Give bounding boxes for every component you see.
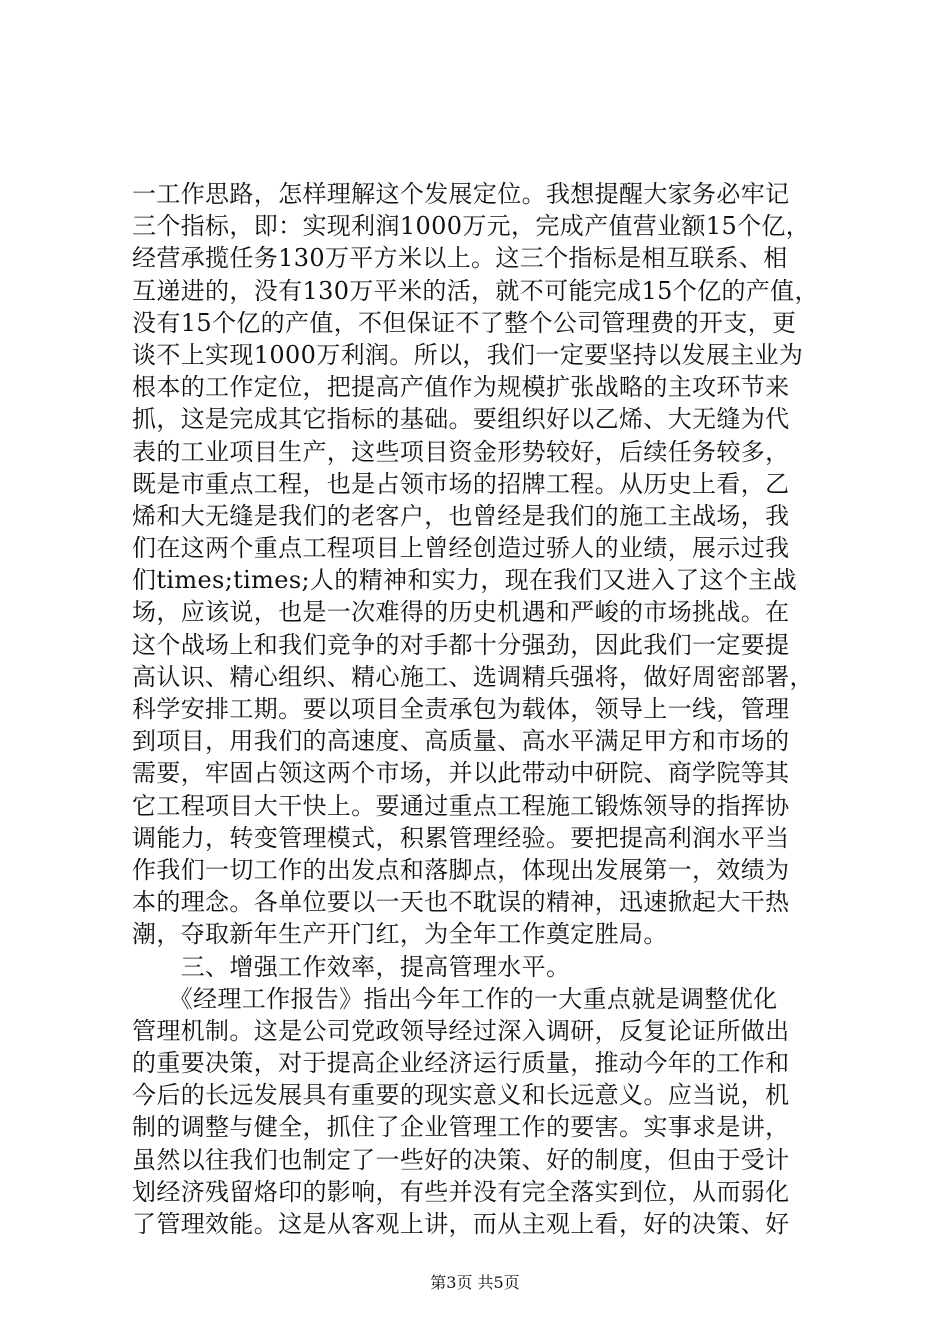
body-text <box>132 178 832 1240</box>
text-line: 场，应该说，也是一次难得的历史机遇和严峻的市场挑战。在 <box>132 598 790 627</box>
text-line: 到项目，用我们的高速度、高质量、高水平满足甲方和市场的 <box>132 727 790 756</box>
text-line: 作我们一切工作的出发点和落脚点，体现出发展第一，效绩为 <box>132 855 790 884</box>
text-line: 管理机制。这是公司党政领导经过深入调研，反复论证所做出 <box>132 1016 790 1045</box>
text-line: 了管理效能。这是从客观上讲，而从主观上看，好的决策、好 <box>132 1210 790 1238</box>
text-line: 科学安排工期。要以项目全责承包为载体，领导上一线，管理 <box>132 695 790 723</box>
text-line: 互递进的，没有130万平米的活，就不可能完成15个亿的产值， <box>132 276 819 305</box>
text-line: 虽然以往我们也制定了一些好的决策、好的制度，但由于受计 <box>132 1145 790 1174</box>
page-number-footer: 第3页 共5页 <box>430 1273 520 1292</box>
text-line: 本的理念。各单位要以一天也不耽误的精神，迅速掀起大干热 <box>132 888 790 917</box>
text-line: 的重要决策，对于提高企业经济运行质量，推动今年的工作和 <box>132 1049 790 1078</box>
section-heading: 三、增强工作效率，提高管理水平。 <box>132 952 571 981</box>
text-line: 潮，夺取新年生产开门红，为全年工作奠定胜局。 <box>132 920 668 949</box>
text-line: 经营承揽任务130万平方米以上。这三个指标是相互联系、相 <box>132 244 788 273</box>
text-line: 制的调整与健全，抓住了企业管理工作的要害。实事求是讲， <box>132 1113 790 1142</box>
text-line: 它工程项目大干快上。要通过重点工程施工锻炼领导的指挥协 <box>132 791 790 820</box>
text-line: 既是市重点工程，也是占领市场的招牌工程。从历史上看，乙 <box>132 469 790 498</box>
text-line: 高认识、精心组织、精心施工、选调精兵强将，做好周密部署， <box>132 662 814 691</box>
text-line: 这个战场上和我们竞争的对手都十分强劲，因此我们一定要提 <box>132 630 790 659</box>
text-line: 烯和大无缝是我们的老客户，也曾经是我们的施工主战场，我 <box>132 501 790 530</box>
text-line: 三个指标，即：实现利润1000万元，完成产值营业额15个亿， <box>132 212 811 241</box>
text-line: 抓，这是完成其它指标的基础。要组织好以乙烯、大无缝为代 <box>132 405 790 434</box>
text-line: 根本的工作定位，把提高产值作为规模扩张战略的主攻环节来 <box>132 373 790 402</box>
text-line: 需要，牢固占领这两个市场，并以此带动中研院、商学院等其 <box>132 759 790 788</box>
text-line: 们times;times;人的精神和实力，现在我们又进入了这个主战 <box>132 566 797 595</box>
text-line: 谈不上实现1000万利润。所以，我们一定要坚持以发展主业为 <box>132 340 804 369</box>
text-line: 一工作思路，怎样理解这个发展定位。我想提醒大家务必牢记 <box>132 180 790 208</box>
text-line: 调能力，转变管理模式，积累管理经验。要把提高利润水平当 <box>132 823 790 852</box>
text-line: 没有15个亿的产值，不但保证不了整个公司管理费的开支，更 <box>132 308 797 337</box>
text-line: 《经理工作报告》指出今年工作的一大重点就是调整优化 <box>132 984 778 1013</box>
text-line: 划经济残留烙印的影响，有些并没有完全落实到位，从而弱化 <box>132 1177 790 1206</box>
text-line: 表的工业项目生产，这些项目资金形势较好，后续任务较多， <box>132 437 790 466</box>
text-line: 今后的长远发展具有重要的现实意义和长远意义。应当说，机 <box>132 1081 790 1110</box>
text-line: 们在这两个重点工程项目上曾经创造过骄人的业绩，展示过我 <box>132 534 790 563</box>
